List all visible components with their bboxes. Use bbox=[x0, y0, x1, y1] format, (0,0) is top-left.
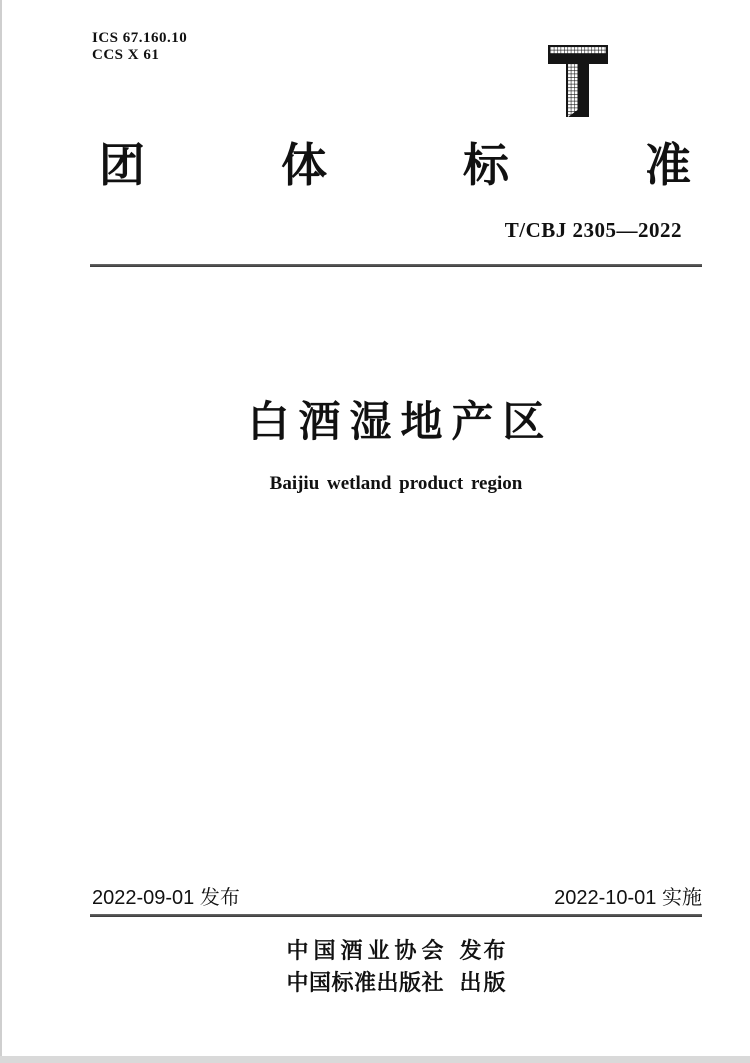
implement-date: 2022-10-01 实施 bbox=[554, 887, 702, 909]
classification-codes bbox=[92, 30, 187, 64]
standard-number: T/CBJ 2305—2022 bbox=[504, 218, 682, 242]
issue-date: 2022-09-01 发布 bbox=[92, 887, 240, 909]
standard-type-char: 体 bbox=[281, 139, 327, 191]
ccs-code: CCS X 61 bbox=[92, 47, 160, 63]
publisher-role: 发布 bbox=[459, 938, 506, 963]
standard-type-heading bbox=[99, 141, 691, 189]
association-standard-t-mark-icon bbox=[547, 43, 609, 118]
publisher-role: 出版 bbox=[459, 970, 506, 995]
document-title-en: Baijiu wetland product region bbox=[269, 473, 523, 494]
bottom-rule bbox=[90, 914, 702, 917]
publisher-name: 中国酒业协会 bbox=[286, 938, 444, 963]
document-title-cn: 白酒湿地产区 bbox=[247, 398, 554, 445]
top-rule bbox=[90, 264, 702, 267]
dates-row bbox=[92, 886, 702, 910]
ics-code: ICS 67.160.10 bbox=[92, 30, 188, 46]
publishers-block bbox=[287, 935, 506, 999]
standard-type-char: 团 bbox=[99, 139, 145, 191]
page-left-edge bbox=[0, 0, 2, 1063]
publisher-name: 中国标准出版社 bbox=[286, 970, 444, 995]
cover-content bbox=[90, 0, 702, 1063]
standard-type-char: 准 bbox=[645, 139, 691, 191]
standard-type-char: 标 bbox=[463, 139, 509, 191]
